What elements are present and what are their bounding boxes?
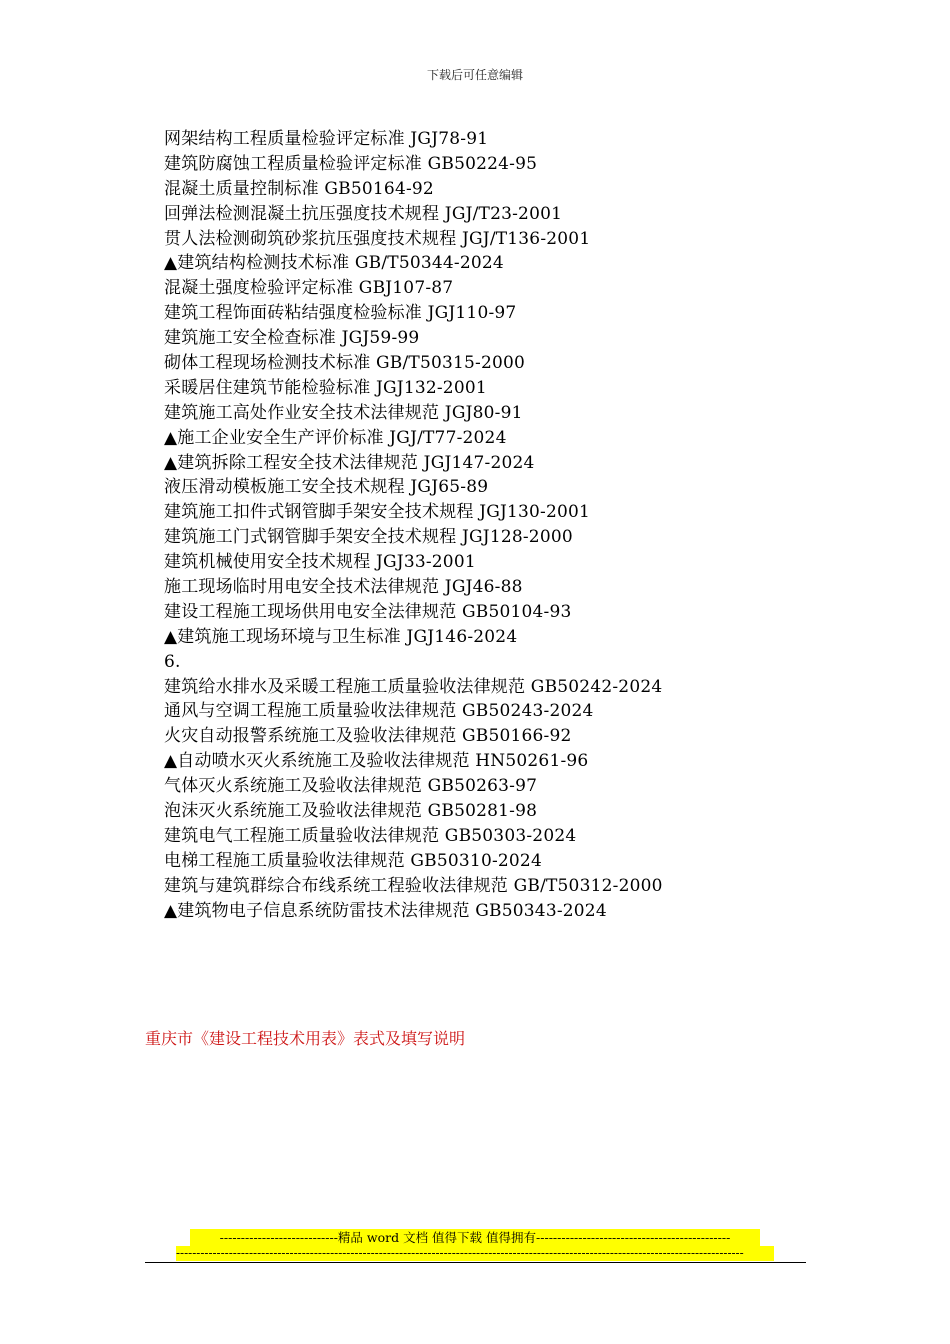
standard-item: 混凝土强度检验评定标准 GBJ107-87 [164, 278, 454, 299]
standard-item: 建筑电气工程施工质量验收法律规范 GB50303-2024 [164, 825, 577, 846]
standard-item: 6. [164, 651, 181, 672]
footer-divider [145, 1262, 806, 1263]
standard-item: ▲施工企业安全生产评价标准 JGJ/T77-2024 [164, 427, 507, 448]
standard-item: 建筑工程饰面砖粘结强度检验标准 JGJ110-97 [164, 303, 517, 324]
standard-item: 电梯工程施工质量验收法律规范 GB50310-2024 [164, 850, 542, 871]
standard-item: 建设工程施工现场供用电安全法律规范 GB50104-93 [164, 601, 572, 622]
standard-item: 液压滑动模板施工安全技术规程 JGJ65-89 [164, 477, 489, 498]
standard-item: 建筑施工高处作业安全技术法律规范 JGJ80-91 [164, 402, 523, 423]
document-link-title[interactable]: 重庆市《建设工程技术用表》表式及填写说明 [145, 1029, 466, 1048]
footer-banner-line1: ----------------------------精品 word 文档 值得下载 值得拥有---------------------------------------------- [190, 1229, 760, 1247]
standard-item: 通风与空调工程施工质量验收法律规范 GB50243-2024 [164, 701, 594, 722]
standard-item: 建筑给水排水及采暖工程施工质量验收法律规范 GB50242-2024 [164, 676, 663, 697]
standard-item: 建筑防腐蚀工程质量检验评定标准 GB50224-95 [164, 153, 538, 174]
footer-banner-line2: -------------------------------------------------------------------------------------------------------------------------------------------- [176, 1246, 774, 1261]
standard-item: ▲建筑物电子信息系统防雷技术法律规范 GB50343-2024 [164, 900, 607, 921]
standard-item: 网架结构工程质量检验评定标准 JGJ78-91 [164, 129, 489, 149]
standard-item: 回弹法检测混凝土抗压强度技术规程 JGJ/T23-2001 [164, 203, 563, 224]
standard-item: 混凝土质量控制标准 GB50164-92 [164, 178, 434, 199]
standard-item: 建筑施工安全检查标准 JGJ59-99 [164, 328, 420, 349]
standard-item: 施工现场临时用电安全技术法律规范 JGJ46-88 [164, 577, 523, 598]
standard-item: 建筑与建筑群综合布线系统工程验收法律规范 GB/T50312-2000 [164, 875, 663, 896]
standard-item: 建筑施工扣件式钢管脚手架安全技术规程 JGJ130-2001 [164, 502, 591, 523]
standard-item: ▲建筑施工现场环境与卫生标准 JGJ146-2024 [164, 626, 518, 647]
standards-list [164, 127, 864, 924]
standard-item: ▲建筑拆除工程安全技术法律规范 JGJ147-2024 [164, 452, 535, 473]
standard-item: ▲自动喷水灭火系统施工及验收法律规范 HN50261-96 [164, 751, 589, 772]
standard-item: 贯人法检测砌筑砂浆抗压强度技术规程 JGJ/T136-2001 [164, 228, 591, 249]
standard-item: 气体灭火系统施工及验收法律规范 GB50263-97 [164, 776, 538, 797]
standard-item: 泡沫灭火系统施工及验收法律规范 GB50281-98 [164, 801, 538, 822]
standard-item: ▲建筑结构检测技术标准 GB/T50344-2024 [164, 253, 504, 274]
standard-item: 建筑机械使用安全技术规程 JGJ33-2001 [164, 552, 476, 573]
header-note: 下载后可任意编辑 [426, 68, 523, 82]
standard-item: 砌体工程现场检测技术标准 GB/T50315-2000 [164, 353, 526, 374]
standard-item: 火灾自动报警系统施工及验收法律规范 GB50166-92 [164, 726, 572, 747]
standard-item: 建筑施工门式钢管脚手架安全技术规程 JGJ128-2000 [164, 527, 573, 548]
standard-item: 采暖居住建筑节能检验标准 JGJ132-2001 [164, 377, 487, 398]
